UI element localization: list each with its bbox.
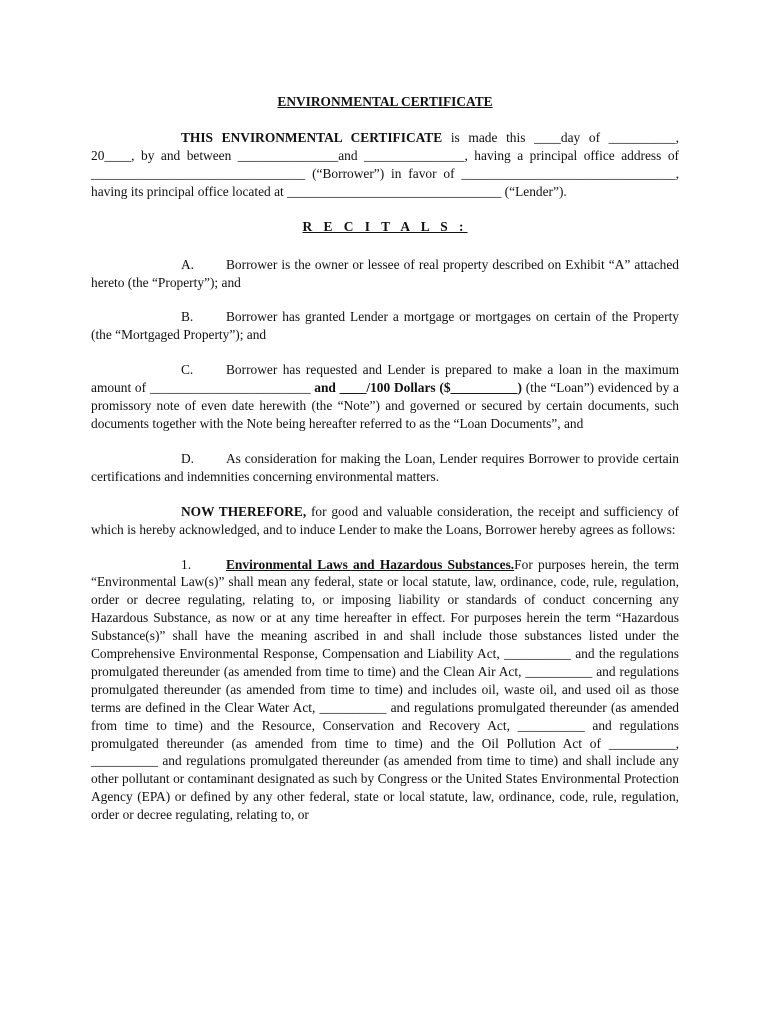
recital-letter: D. [181,450,195,466]
recital-letter: B. [181,309,194,325]
recital-c [91,361,679,433]
recital-d [91,450,679,486]
now-therefore-paragraph [91,503,679,539]
recital-text: Borrower is the owner or lessee of real property described on Exhibit “A” attached hereto (the “Property”); and [91,256,679,290]
recital-text: Borrower has granted Lender a mortgage or mortgages on certain of the Property (the “Mortgaged Property”); and [91,309,679,343]
recitals-heading: R E C I T A L S : [302,218,468,234]
recital-text-continued: (the “Loan”) evidenced by a promissory note of even date herewith (the “Note”) and governed or secured by certain documents, such documents together with the Note being hereafter referred to as the “Loan Documents”, and [91,380,679,431]
intro-paragraph [91,129,679,201]
document-title: ENVIRONMENTAL CERTIFICATE [277,94,493,109]
document-body [91,93,679,841]
intro-lead: THIS ENVIRONMENTAL CERTIFICATE [181,130,443,145]
recital-letter: C. [181,362,194,378]
section-heading: Environmental Laws and Hazardous Substances. [226,556,515,572]
recital-text: Borrower has requested and Lender is prepared to make a loan in the maximum amount of ________________________ [91,362,679,396]
recital-a [91,256,679,292]
section-number: 1. [181,556,192,572]
recital-b [91,308,679,344]
loan-amount: and ____/100 Dollars ($__________) [314,380,522,396]
section-1 [91,556,679,825]
section-text: For purposes herein, the term “Environmental Law(s)” shall mean any federal, state or local statute, law, ordinance, code, rule, regulation, order or decree regulating, relating to, or imposing liability or standards of conduct concerning any Hazardous Substance, as now or at any time hereafter in effect. For purposes herein the term “Hazardous Substance(s)” shall have the meaning ascribed in and shall include those substances listed under the Comprehensive Environmental Response, Compensation and Liability Act, __________ and the regulations promulgated thereunder (as amended from time to time) and the Clean Air Act, __________ and regulations promulgated thereunder (as amended from time to time) and includes oil, waste oil, and used oil as those terms are defined in the Clear Water Act, __________ and regulations promulgated thereunder (as amended from time to time) and the Resource, Conservation and Recovery Act, __________ and regulations promulgated thereunder (as amended from time to time) and the Oil Pollution Act of __________, __________ and regulations promulgated thereunder (as amended from time to time) and shall include any other pollutant or contaminant designated as such by Congress or the United States Environmental Protection Agency (EPA) or defined by any other federal, state or local statute, law, ordinance, code, rule, regulation, order or decree regulating, relating to, or [91,556,679,823]
recital-text: As consideration for making the Loan, Lender requires Borrower to provide certain certifications and indemnities concerning environmental matters. [91,450,679,484]
now-therefore-lead: NOW THEREFORE, [181,503,307,519]
recital-letter: A. [181,256,195,272]
intro-text: is made this ____day of __________, 20____, by and between _______________and _______________, having a principal office address of ________________________________ (“Borrower”) in favor of ________________________________, having its principal office located at ________________________________ (“Lender”). [91,130,679,199]
now-therefore-text: for good and valuable consideration, the receipt and sufficiency of which is hereby acknowledged, and to induce Lender to make the Loans, Borrower hereby agrees as follows: [91,503,680,537]
